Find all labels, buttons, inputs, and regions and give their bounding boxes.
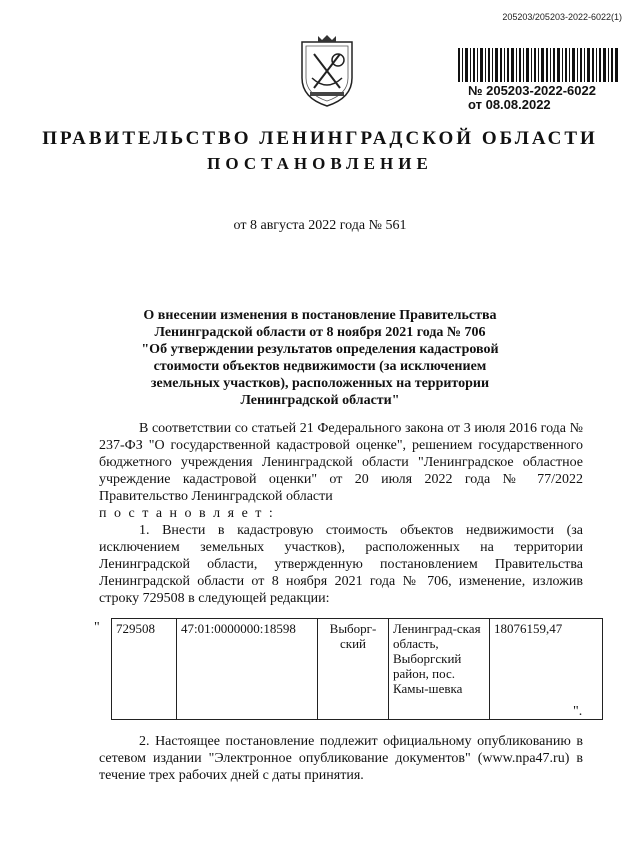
coat-of-arms-icon xyxy=(298,34,356,108)
clause-2: 2. Настоящее постановление подлежит официальному опубликованию в сетевом издании "Электронное опубликование документов" (www.npa47.ru) в течение трех рабочих дней с даты принятия. xyxy=(99,734,583,783)
decree-date-number: от 8 августа 2022 года № 561 xyxy=(233,218,407,233)
title-line: О внесении изменения в постановление Правительства xyxy=(143,308,497,323)
registration-date: от 08.08.2022 xyxy=(468,97,551,112)
resolves-word: п о с т а н о в л я е т : xyxy=(99,506,275,521)
decree-title xyxy=(130,307,510,409)
barcode-icon xyxy=(458,48,618,82)
registration-number: № 205203-2022-6022 xyxy=(468,83,596,98)
district-cell: Выборг-ский xyxy=(318,619,389,720)
table-close-quote: ". xyxy=(573,704,583,719)
title-line: Ленинградской области от 8 ноября 2021 года № 706 xyxy=(154,325,486,340)
document-code: 205203/205203-2022-6022(1) xyxy=(502,12,622,22)
title-line: земельных участков), расположенных на территории xyxy=(150,376,490,391)
title-line: стоимости объектов недвижимости (за исключением xyxy=(153,359,487,374)
cadastral-number-cell: 47:01:0000000:18598 xyxy=(177,619,318,720)
issuing-authority: ПРАВИТЕЛЬСТВО ЛЕНИНГРАДСКОЙ ОБЛАСТИ xyxy=(42,128,598,149)
preamble-paragraph xyxy=(99,420,583,522)
title-line: "Об утверждении результатов определения кадастровой xyxy=(141,342,499,357)
row-number-cell: 729508 xyxy=(112,619,177,720)
document-type: ПОСТАНОВЛЕНИЕ xyxy=(207,154,433,173)
preamble-text: В соответствии со статьей 21 Федерального закона от 3 июля 2016 года № 237-ФЗ "О государственной кадастровой оценке", решением государственного бюджетного учреждения Ленинградской области "Ленинградское областное учреждение кадастровой оценки" от 20 июля 2022 года № 77/2022 Правительство Ленинградской области xyxy=(99,421,583,504)
registration-stamp xyxy=(468,84,596,112)
title-line: Ленинградской области" xyxy=(240,393,400,408)
address-cell: Ленинград-ская область, Выборгский район, пос. Камы-шевка xyxy=(389,619,490,720)
table-open-quote: " xyxy=(94,620,100,635)
cadastral-value-cell: 18076159,47 xyxy=(490,619,603,720)
table-row xyxy=(112,619,603,720)
clause-1: 1. Внести в кадастровую стоимость объектов недвижимости (за исключением земельных участков), расположенных на территории Ленинградской области, утвержденную постановлением Правительства Ленинградской области от 8 ноября 2021 года № 706, изменение, изложив строку 729508 в следующей редакции: xyxy=(99,523,583,606)
cadastral-value-row-table xyxy=(111,618,603,720)
